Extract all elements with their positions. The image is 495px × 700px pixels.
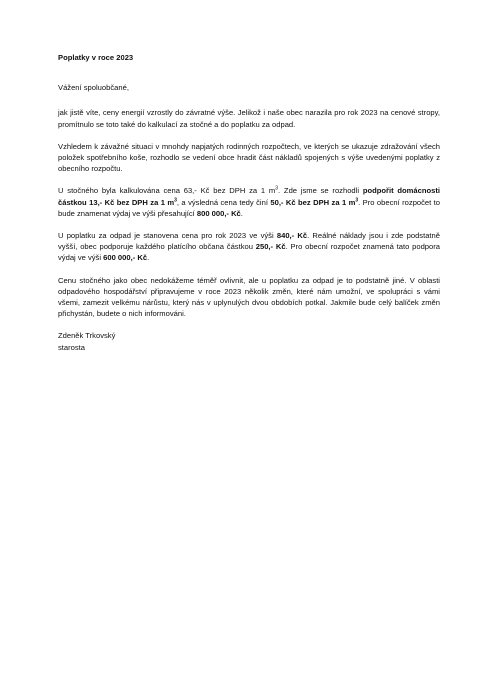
- letter: [58, 52, 440, 353]
- paragraph-energy-prices: jak jistě víte, ceny energií vzrostly do závratné výše. Jelikož i naše obec narazila pro rok 2023 na cenové stropy, promítnulo se toto také do kalkulací za stočné a do poplatku za odpad.: [58, 108, 440, 129]
- bold-run: 250,- Kč: [255, 242, 286, 252]
- bold-run: 840,- Kč: [276, 231, 308, 241]
- bold-run: 600 000,- Kč: [103, 253, 148, 263]
- letter-title: Poplatky v roce 2023: [58, 53, 134, 62]
- text-run: podpořit domácnosti částkou 13,- Kč bez DPH za 1 m: [58, 186, 441, 207]
- signature-block: [58, 330, 440, 352]
- text-run: .: [240, 208, 243, 218]
- paragraph-sewage-fee: [58, 185, 440, 219]
- text-run: 50,- Kč bez DPH za 1 m: [270, 197, 356, 207]
- paragraph-waste-fee: [58, 230, 440, 264]
- text-run: . Reálné náklady jsou i zde podstatně vyšší, obec podporuje každého platícího občana částkou: [58, 231, 440, 252]
- superscript: 3: [174, 197, 177, 204]
- text-run: .: [147, 253, 150, 263]
- text-run: . Pro obecní rozpočet znamená tato podpora výdaj ve výši: [58, 242, 440, 263]
- signature-role: starosta: [58, 342, 86, 352]
- bold-run: [270, 198, 358, 207]
- text-run: U poplatku za odpad je stanovena cena pro rok 2023 ve výši: [58, 231, 277, 241]
- paragraph-waste-changes: Cenu stočného jako obec nedokážeme téměř ovlivnit, ale u poplatku za odpad je to podstatně jiné. V oblasti odpadového hospodářství připravujeme v roce 2023 několik změn, které nám umožní, ve spolupráci s vámi všemi, zamezit velkému nárůstu, který nás v uplynulých dvou obdobích potkal. Jakmile bude celý balíček změn přichystán, budete o nich informováni.: [58, 275, 440, 319]
- text-run: , a výsledná cena tedy činí: [176, 197, 271, 207]
- paragraph-budget-support: Vzhledem k závažné situaci v mnohdy napjatých rodinných rozpočtech, ve kterých se ukazuje zdražování všech položek spotřebního koše, rozhodlo se vedení obce hradit část nákladů spojených s výše uvedenými poplatky z obecního rozpočtu.: [58, 141, 440, 174]
- text-run: U stočného byla kalkulována cena 63,- Kč bez DPH za 1 m: [58, 186, 276, 196]
- superscript: 3: [355, 197, 359, 204]
- superscript: 3: [275, 185, 279, 192]
- greeting: Vážení spoluobčané,: [58, 83, 129, 93]
- signature-name: Zdeněk Trkovský: [58, 331, 116, 341]
- text-run: . Pro obecní rozpočet to bude znamenat výdaj ve výši přesahující: [58, 197, 441, 218]
- bold-run: 800 000,- Kč: [196, 208, 241, 218]
- text-run: . Zde jsme se rozhodli: [278, 186, 363, 196]
